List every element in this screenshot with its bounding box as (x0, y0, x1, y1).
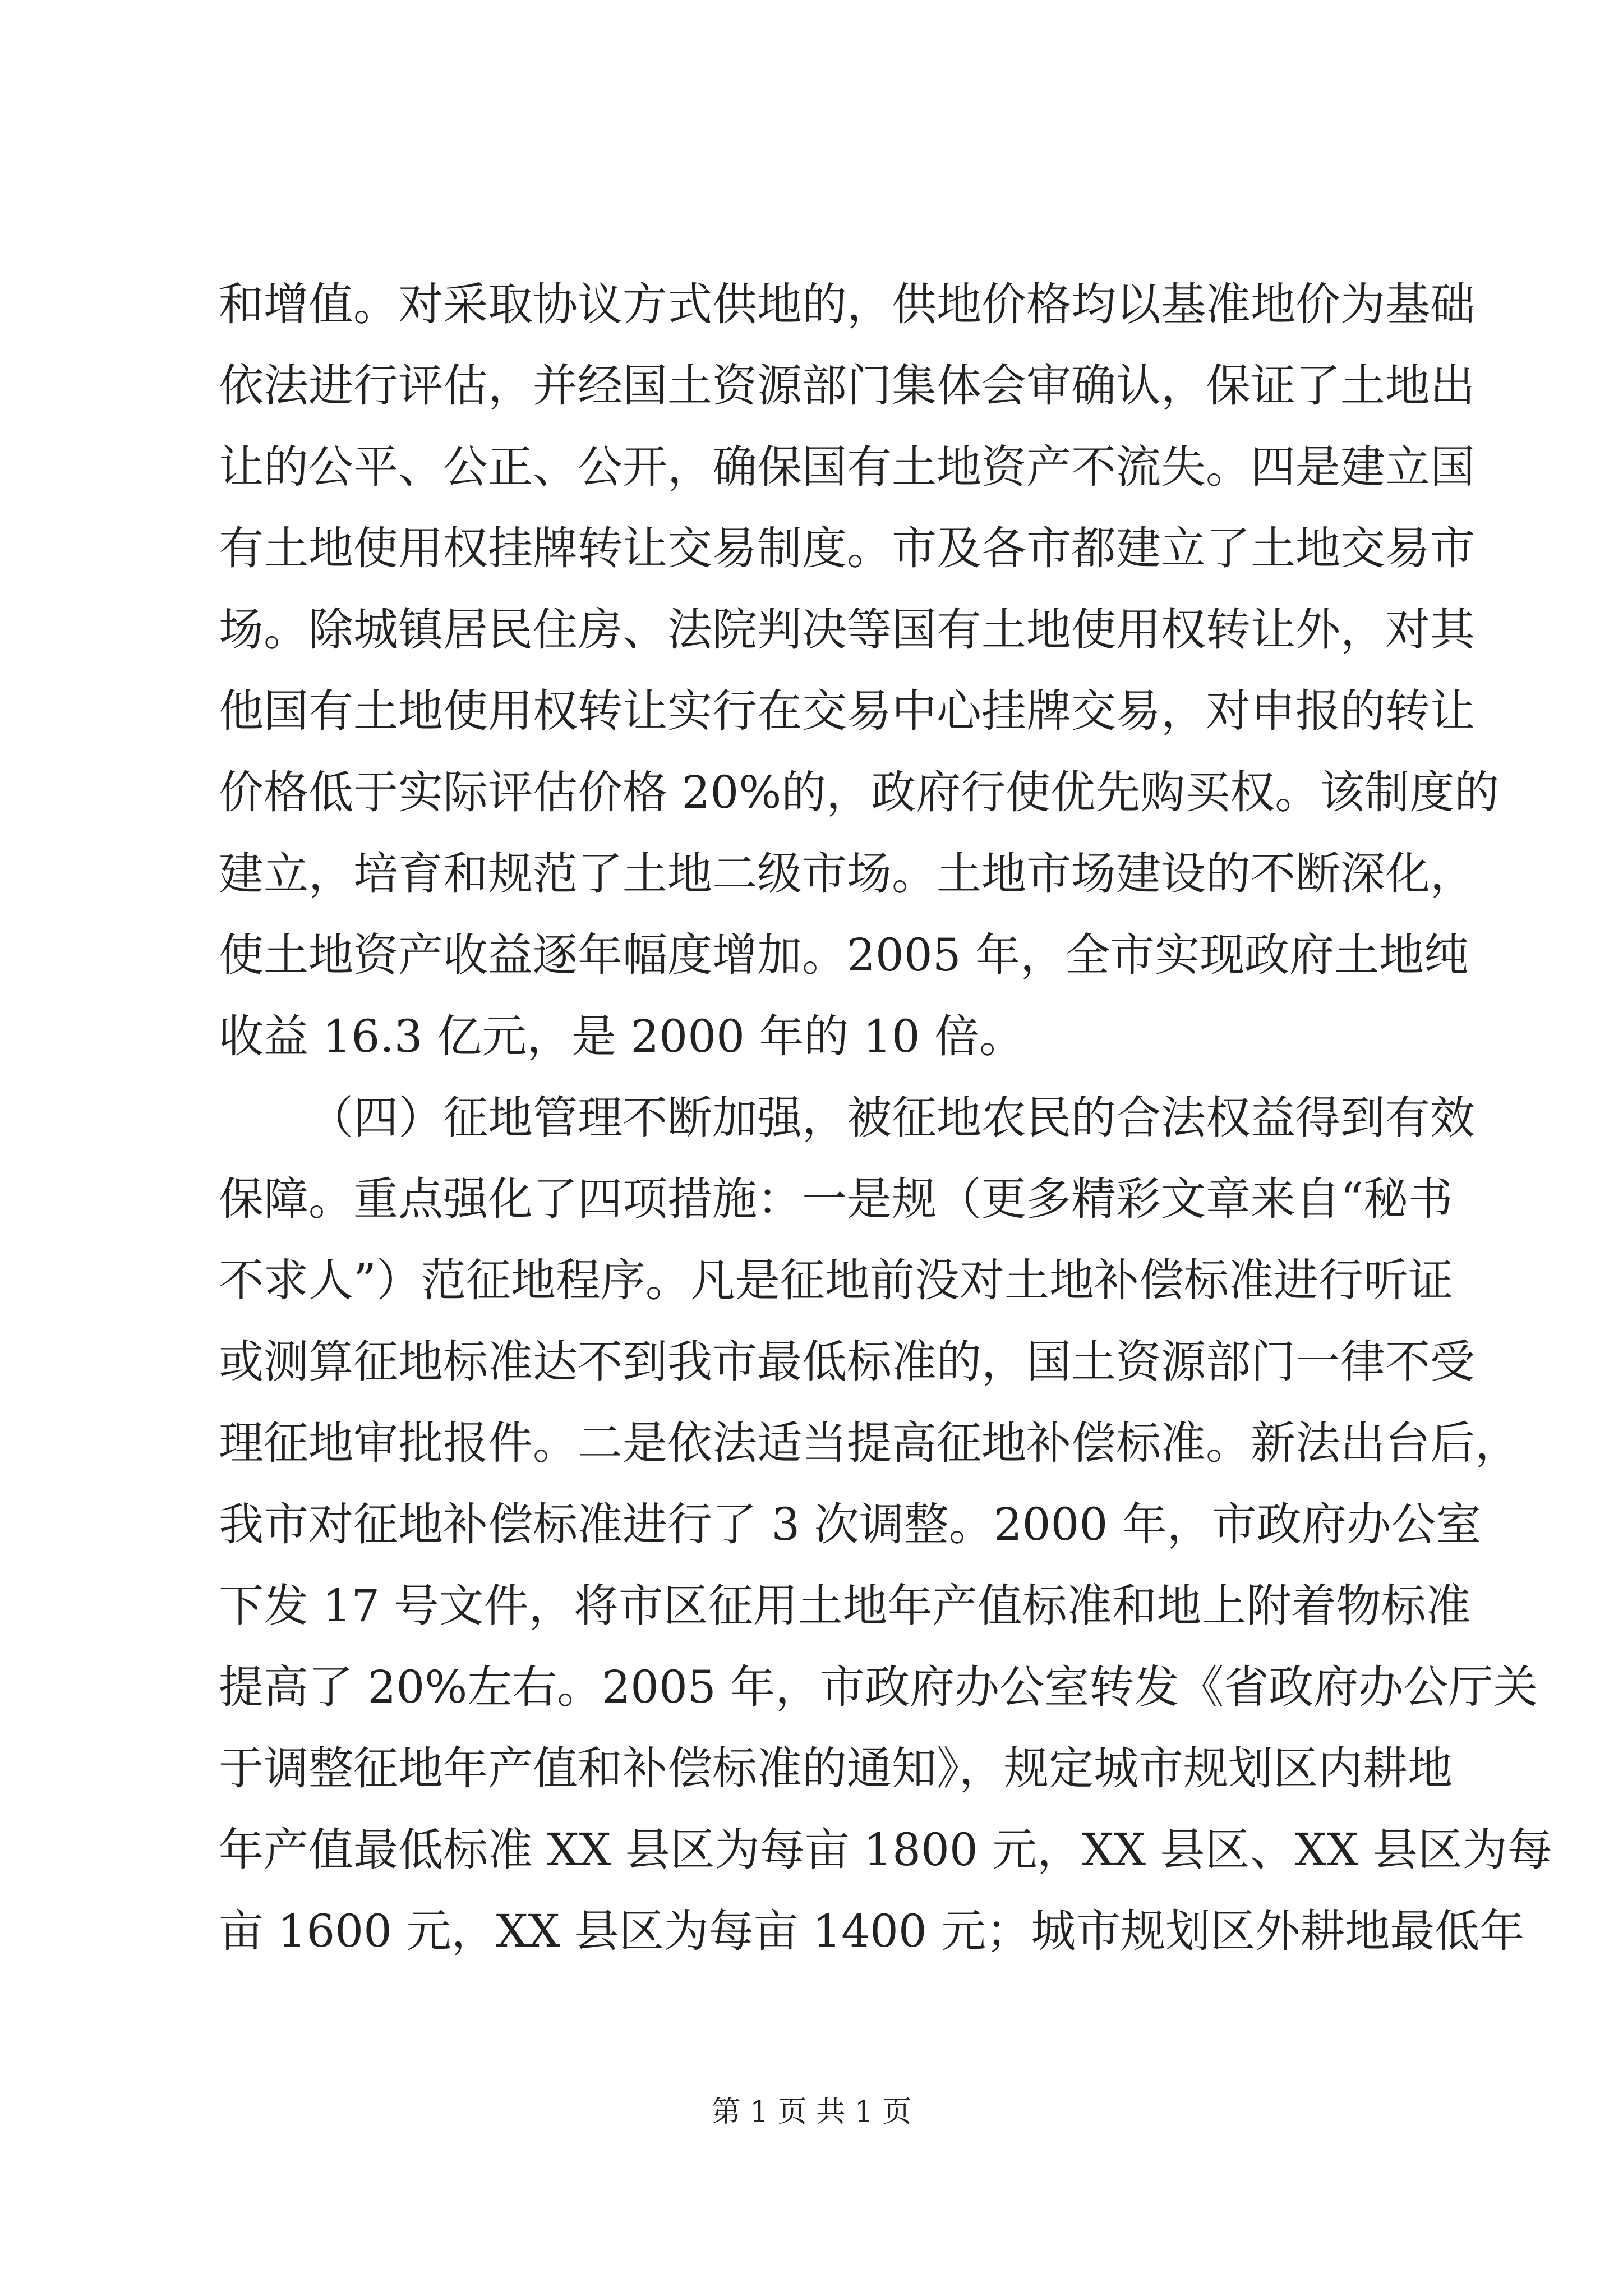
text-line: 亩 1600 元，XX 县区为每亩 1400 元；城市规划区外耕地最低年 (219, 1905, 1525, 1957)
text-line: 建立，培育和规范了土地二级市场。土地市场建设的不断深化， (219, 848, 1475, 900)
page-number-footer: 第 1 页 共 1 页 (711, 2095, 912, 2129)
text-line: 让的公平、公正、公开，确保国有土地资产不流失。四是建立国 (219, 441, 1475, 493)
text-line: 和增值。对采取协议方式供地的，供地价格均以基准地价为基础 (219, 278, 1475, 330)
text-line: 保障。重点强化了四项措施：一是规（更多精彩文章来自“秘书 (219, 1173, 1453, 1225)
text-line: 我市对征地补偿标准进行了 3 次调整。2000 年，市政府办公室 (219, 1498, 1481, 1550)
text-line: 有土地使用权挂牌转让交易制度。市及各市都建立了土地交易市 (219, 522, 1475, 574)
text-line: 或测算征地标准达不到我市最低标准的，国土资源部门一律不受 (219, 1336, 1475, 1388)
document-body (219, 264, 1552, 1972)
text-line: 价格低于实际评估价格 20%的，政府行使优先购买权。该制度的 (219, 766, 1500, 818)
text-line: 于调整征地年产值和补偿标准的通知》，规定城市规划区内耕地 (219, 1742, 1453, 1795)
text-line: 年产值最低标准 XX 县区为每亩 1800 元，XX 县区、XX 县区为每 (219, 1824, 1552, 1876)
paragraph-heading-line: （四）征地管理不断加强，被征地农民的合法权益得到有效 (308, 1092, 1475, 1144)
text-line: 使土地资产收益逐年幅度增加。2005 年，全市实现政府土地纯 (219, 929, 1469, 981)
text-line: 理征地审批报件。二是依法适当提高征地补偿标准。新法出台后， (219, 1417, 1520, 1469)
text-line: 收益 16.3 亿元，是 2000 年的 10 倍。 (219, 1010, 1025, 1062)
text-line: 下发 17 号文件，将市区征用土地年产值标准和地上附着物标准 (219, 1580, 1471, 1632)
text-line: 不求人”）范征地程序。凡是征地前没对土地补偿标准进行听证 (219, 1254, 1453, 1306)
text-line: 依法进行评估，并经国土资源部门集体会审确认，保证了土地出 (219, 360, 1475, 412)
text-line: 场。除城镇居民住房、法院判决等国有土地使用权转让外，对其 (219, 604, 1475, 656)
text-line: 提高了 20%左右。2005 年，市政府办公室转发《省政府办公厅关 (219, 1661, 1538, 1713)
text-line: 他国有土地使用权转让实行在交易中心挂牌交易，对申报的转让 (219, 685, 1475, 737)
